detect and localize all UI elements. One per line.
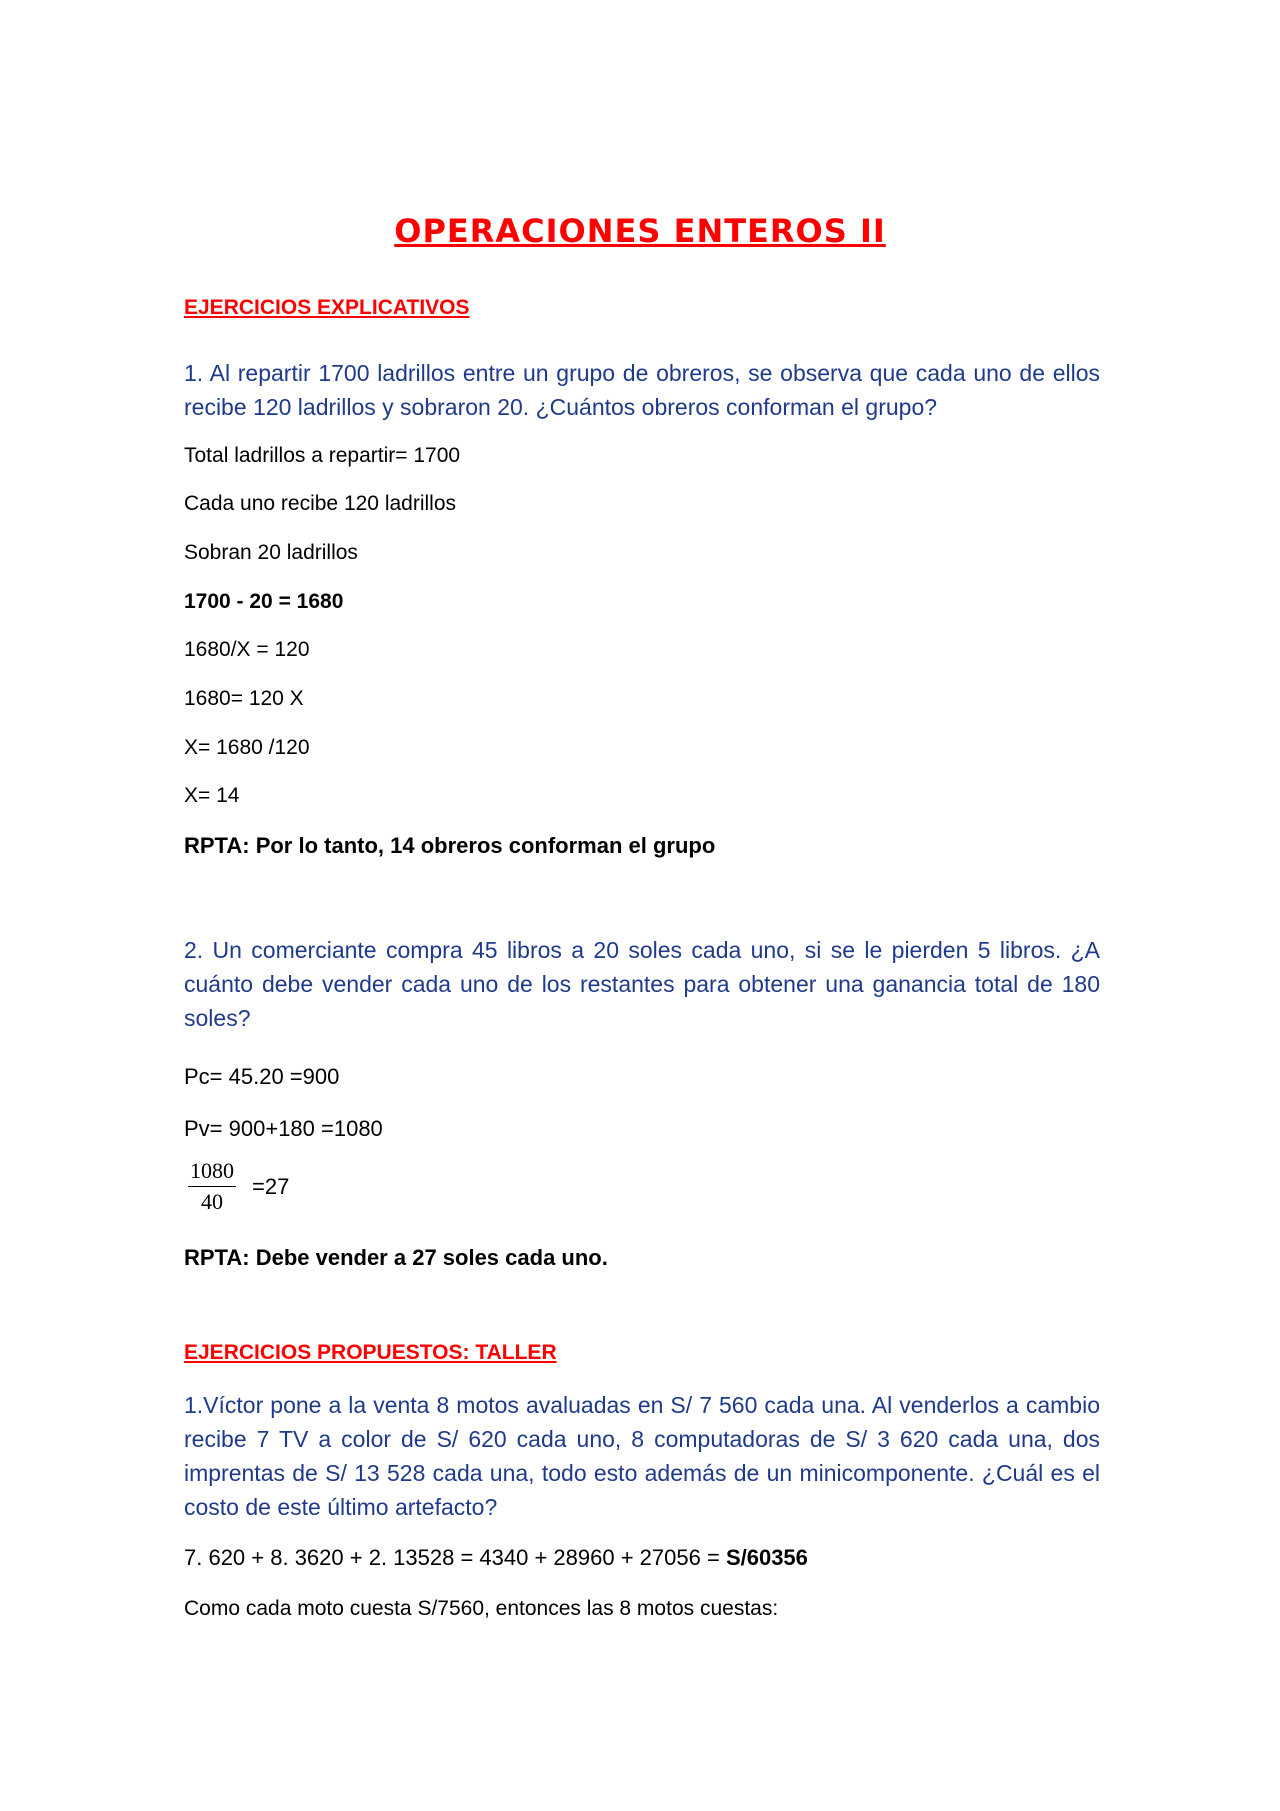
exercise-1-line: 1680= 120 X xyxy=(184,687,304,710)
page-title: OPERACIONES ENTEROS II xyxy=(394,212,886,250)
exercise-1-line: 1680/X = 120 xyxy=(184,638,310,661)
fraction-numerator: 1080 xyxy=(188,1158,236,1187)
fraction xyxy=(188,1158,236,1215)
taller-1-question: 1.Víctor pone a la venta 8 motos avaluadas en S/ 7 560 cada una. Al venderlos a cambio recibe 7 TV a color de S/ 620 cada uno, 8 computadoras de S/ 3 620 cada una, dos imprentas de S/ 13 528 cada una, todo esto además de un minicomponente. ¿Cuál es el costo de este último artefacto? xyxy=(184,1392,1100,1520)
exercise-1-line: X= 14 xyxy=(184,784,240,807)
section-heading-explicativos: EJERCICIOS EXPLICATIVOS xyxy=(184,296,470,319)
exercise-1-line: 1700 - 20 = 1680 xyxy=(184,590,344,613)
exercise-1-question: 1. Al repartir 1700 ladrillos entre un grupo de obreros, se observa que cada uno de ellos recibe 120 ladrillos y sobraron 20. ¿Cuántos obreros conforman el grupo? xyxy=(184,360,1100,420)
calculation-result: S/60356 xyxy=(725,1545,808,1570)
exercise-2-answer: RPTA: Debe vender a 27 soles cada uno. xyxy=(184,1245,608,1270)
exercise-2-line: Pc= 45.20 =900 xyxy=(184,1064,340,1089)
exercise-1-line: Total ladrillos a repartir= 1700 xyxy=(184,444,461,467)
exercise-2-line: Pv= 900+180 =1080 xyxy=(184,1116,383,1141)
exercise-1-line: Cada uno recibe 120 ladrillos xyxy=(184,492,457,515)
fraction-denominator: 40 xyxy=(201,1189,223,1214)
exercise-1-line: X= 1680 /120 xyxy=(184,736,310,759)
exercise-1-line: Sobran 20 ladrillos xyxy=(184,541,358,564)
fraction-result: =27 xyxy=(252,1174,290,1199)
exercise-2-question: 2. Un comerciante compra 45 libros a 20 soles cada uno, si se le pierden 5 libros. ¿A cuánto debe vender cada uno de los restantes para obtener una ganancia total de 180 soles? xyxy=(184,937,1100,1031)
exercise-1-answer: RPTA: Por lo tanto, 14 obreros conforman el grupo xyxy=(184,833,716,858)
taller-1-note: Como cada moto cuesta S/7560, entonces las 8 motos cuestas: xyxy=(184,1597,779,1620)
calculation-text: 7. 620 + 8. 3620 + 2. 13528 = 4340 + 28960 + 27056 = xyxy=(184,1545,726,1570)
section-heading-taller: EJERCICIOS PROPUESTOS: TALLER xyxy=(184,1341,557,1364)
taller-1-calculation xyxy=(184,1545,808,1571)
